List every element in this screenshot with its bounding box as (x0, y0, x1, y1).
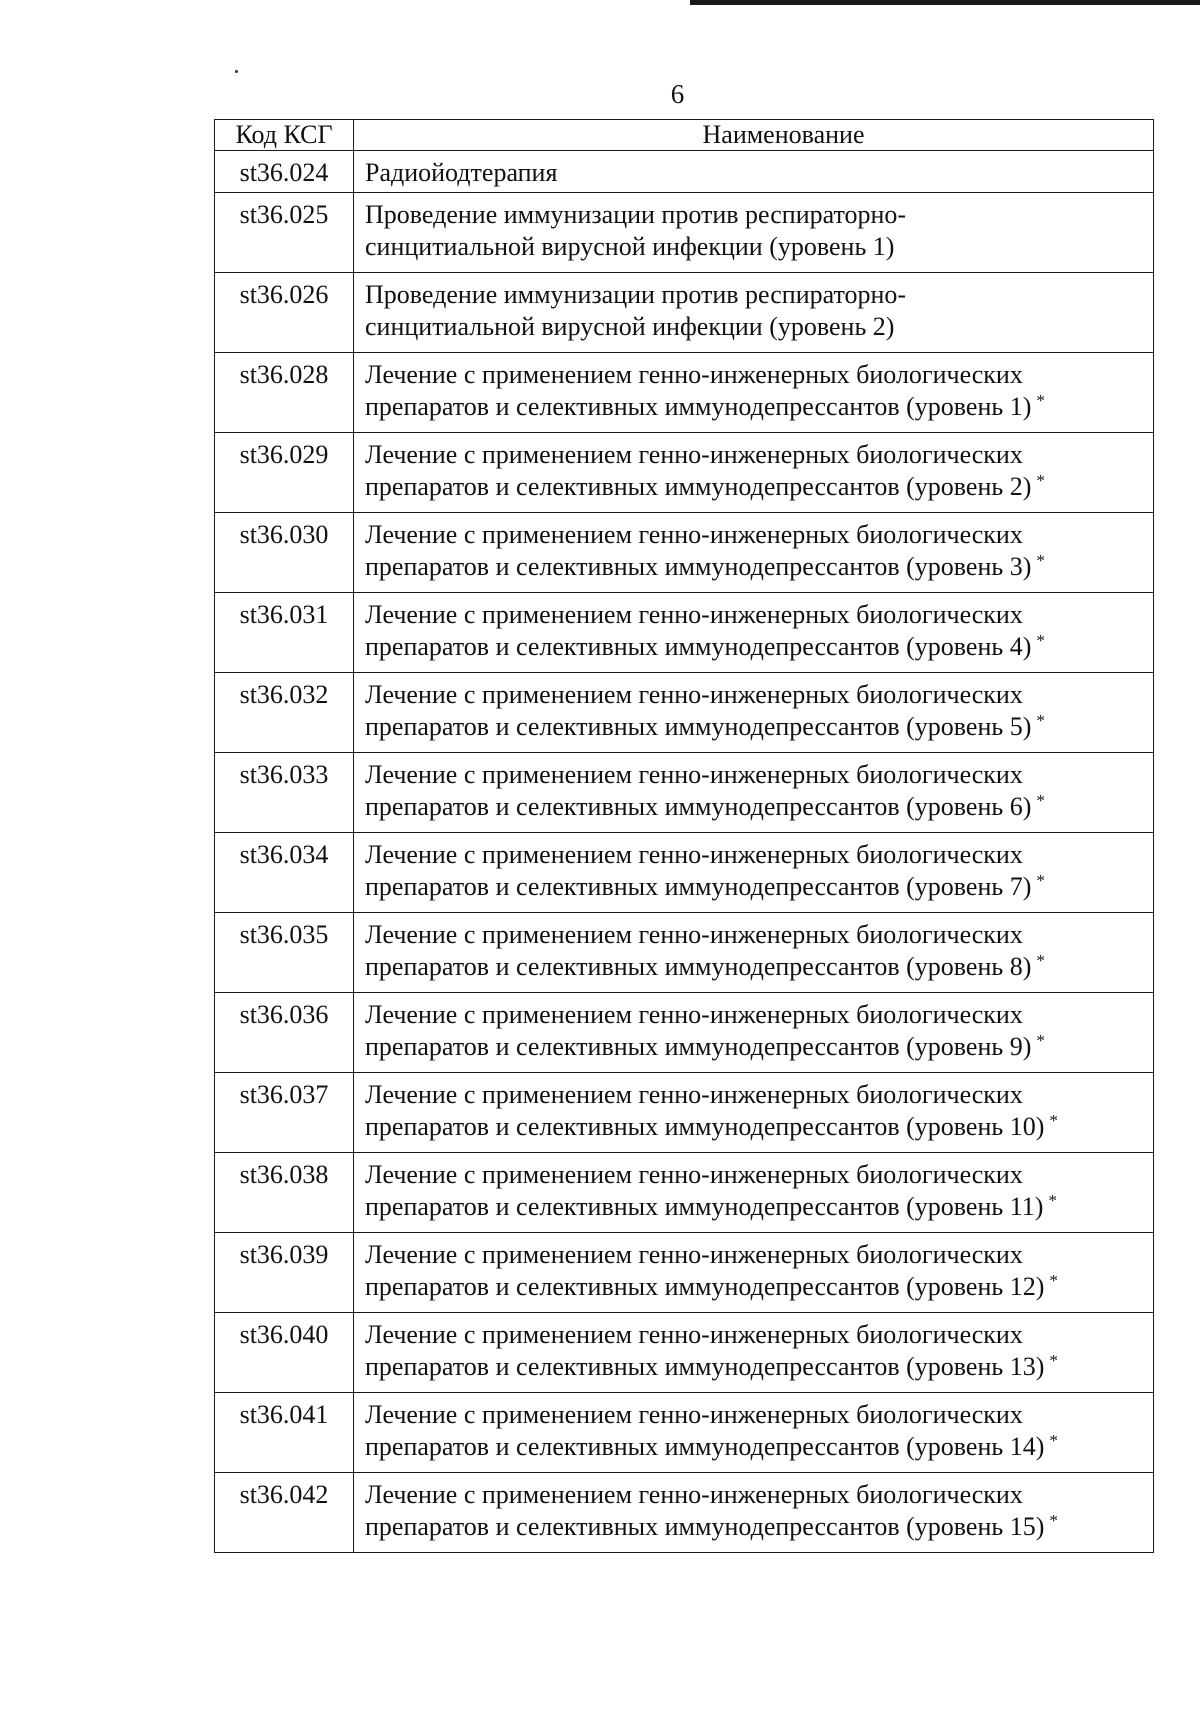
page-number: 6 (670, 79, 685, 109)
ksg-name (354, 753, 1154, 833)
ksg-name-line (365, 1431, 1147, 1463)
ksg-code: st36.028 (215, 353, 354, 433)
ksg-table (214, 119, 1154, 1553)
ksg-code: st36.038 (215, 1153, 354, 1233)
ksg-name-line (365, 157, 1147, 189)
table-row (215, 193, 1154, 273)
ksg-name-text: препаратов и селективных иммунодепрессантов (уровень 12) (365, 1272, 1045, 1301)
ksg-name-line (365, 1191, 1147, 1223)
ksg-name (354, 1073, 1154, 1153)
ksg-code: st36.036 (215, 993, 354, 1073)
ksg-name (354, 673, 1154, 753)
ksg-name-line (365, 871, 1147, 903)
ksg-name-line (365, 759, 1147, 791)
ksg-code: st36.037 (215, 1073, 354, 1153)
ksg-name-text: Лечение с применением генно-инженерных биологических (365, 600, 1023, 629)
ksg-name-text: препаратов и селективных иммунодепрессантов (уровень 1) (365, 392, 1032, 421)
ksg-name (354, 1393, 1154, 1473)
ksg-code: st36.040 (215, 1313, 354, 1393)
footnote-asterisk: * (1049, 1111, 1058, 1130)
ksg-name-text: синцитиальной вирусной инфекции (уровень 2) (365, 312, 895, 341)
ksg-name-line (365, 951, 1147, 983)
ksg-code: st36.041 (215, 1393, 354, 1473)
ksg-name-line (365, 391, 1147, 423)
ksg-name-text: Лечение с применением генно-инженерных биологических (365, 1080, 1023, 1109)
table-row (215, 1153, 1154, 1233)
header-code: Код КСГ (215, 120, 354, 151)
ksg-name-line (365, 439, 1147, 471)
footnote-asterisk: * (1036, 471, 1045, 490)
ksg-code: st36.026 (215, 273, 354, 353)
ksg-name-line (365, 471, 1147, 503)
ksg-name-text: препаратов и селективных иммунодепрессантов (уровень 11) (365, 1192, 1044, 1221)
ksg-name-text: препаратов и селективных иммунодепрессантов (уровень 7) (365, 872, 1032, 901)
ksg-name-line (365, 1159, 1147, 1191)
ksg-name-line (365, 1511, 1147, 1543)
ksg-name-text: Лечение с применением генно-инженерных биологических (365, 760, 1023, 789)
table-row (215, 1393, 1154, 1473)
footnote-asterisk: * (1036, 951, 1045, 970)
table-row (215, 513, 1154, 593)
ksg-name-text: Лечение с применением генно-инженерных биологических (365, 1320, 1023, 1349)
ksg-name-line (365, 1111, 1147, 1143)
ksg-name-text: препаратов и селективных иммунодепрессантов (уровень 13) (365, 1352, 1045, 1381)
scan-speck (235, 70, 238, 73)
ksg-name (354, 1233, 1154, 1313)
ksg-name-text: препаратов и селективных иммунодепрессантов (уровень 14) (365, 1432, 1045, 1461)
footnote-asterisk: * (1049, 1431, 1058, 1450)
table-row (215, 753, 1154, 833)
ksg-name-line (365, 1479, 1147, 1511)
ksg-code: st36.031 (215, 593, 354, 673)
ksg-name (354, 1153, 1154, 1233)
ksg-name-text: Лечение с применением генно-инженерных биологических (365, 920, 1023, 949)
ksg-code: st36.033 (215, 753, 354, 833)
footnote-asterisk: * (1048, 1191, 1057, 1210)
ksg-name (354, 151, 1154, 193)
ksg-code: st36.024 (215, 151, 354, 193)
ksg-code: st36.042 (215, 1473, 354, 1553)
ksg-name-line (365, 1351, 1147, 1383)
header-name: Наименование (354, 120, 1154, 151)
ksg-name (354, 353, 1154, 433)
ksg-name (354, 273, 1154, 353)
footnote-asterisk: * (1036, 551, 1045, 570)
ksg-name-line (365, 1079, 1147, 1111)
table-row (215, 833, 1154, 913)
ksg-name-line (365, 791, 1147, 823)
table-row (215, 433, 1154, 513)
ksg-name-text: препаратов и селективных иммунодепрессантов (уровень 10) (365, 1112, 1045, 1141)
ksg-name-text: Лечение с применением генно-инженерных биологических (365, 1400, 1023, 1429)
ksg-name-line (365, 1319, 1147, 1351)
footnote-asterisk: * (1049, 1511, 1058, 1530)
footnote-asterisk: * (1049, 1351, 1058, 1370)
table-row (215, 913, 1154, 993)
table-row (215, 993, 1154, 1073)
footnote-asterisk: * (1036, 711, 1045, 730)
ksg-name-text: препаратов и селективных иммунодепрессантов (уровень 2) (365, 472, 1032, 501)
table-body (215, 151, 1154, 1553)
ksg-name-text: препаратов и селективных иммунодепрессантов (уровень 15) (365, 1512, 1045, 1541)
ksg-name-line (365, 839, 1147, 871)
ksg-name-text: Лечение с применением генно-инженерных биологических (365, 360, 1023, 389)
ksg-name-line (365, 1271, 1147, 1303)
ksg-code: st36.039 (215, 1233, 354, 1313)
ksg-name-text: Проведение иммунизации против респираторно- (365, 200, 907, 229)
table-row (215, 673, 1154, 753)
ksg-name (354, 193, 1154, 273)
ksg-code: st36.025 (215, 193, 354, 273)
ksg-name-line (365, 359, 1147, 391)
ksg-name-text: препаратов и селективных иммунодепрессантов (уровень 3) (365, 552, 1032, 581)
ksg-code: st36.034 (215, 833, 354, 913)
ksg-name-line (365, 199, 1147, 231)
ksg-name (354, 913, 1154, 993)
ksg-name (354, 593, 1154, 673)
ksg-name (354, 433, 1154, 513)
ksg-name-text: Лечение с применением генно-инженерных биологических (365, 1160, 1023, 1189)
ksg-name-line (365, 599, 1147, 631)
ksg-name-line (365, 919, 1147, 951)
ksg-name-line (365, 631, 1147, 663)
ksg-name-line (365, 711, 1147, 743)
ksg-name-line (365, 311, 1147, 343)
ksg-code: st36.032 (215, 673, 354, 753)
ksg-name-line (365, 1239, 1147, 1271)
ksg-code: st36.030 (215, 513, 354, 593)
ksg-name-text: Проведение иммунизации против респираторно- (365, 280, 907, 309)
ksg-name-text: препаратов и селективных иммунодепрессантов (уровень 6) (365, 792, 1032, 821)
ksg-code: st36.029 (215, 433, 354, 513)
ksg-name-line (365, 679, 1147, 711)
table-row (215, 1073, 1154, 1153)
ksg-name (354, 513, 1154, 593)
ksg-name-text: Лечение с применением генно-инженерных биологических (365, 840, 1023, 869)
table-row (215, 1313, 1154, 1393)
ksg-name-text: Лечение с применением генно-инженерных биологических (365, 1000, 1023, 1029)
ksg-name-line (365, 999, 1147, 1031)
ksg-name-text: препаратов и селективных иммунодепрессантов (уровень 8) (365, 952, 1032, 981)
table-row (215, 593, 1154, 673)
ksg-name-text: синцитиальной вирусной инфекции (уровень 1) (365, 232, 895, 261)
ksg-name (354, 1313, 1154, 1393)
ksg-name-text: препаратов и селективных иммунодепрессантов (уровень 4) (365, 632, 1032, 661)
ksg-name-line (365, 1399, 1147, 1431)
table-row (215, 273, 1154, 353)
table-row (215, 1473, 1154, 1553)
footnote-asterisk: * (1036, 871, 1045, 890)
ksg-name-line (365, 519, 1147, 551)
ksg-name-line (365, 551, 1147, 583)
ksg-name (354, 1473, 1154, 1553)
ksg-name-text: препаратов и селективных иммунодепрессантов (уровень 5) (365, 712, 1032, 741)
ksg-code: st36.035 (215, 913, 354, 993)
footnote-asterisk: * (1036, 791, 1045, 810)
table-row (215, 1233, 1154, 1313)
footnote-asterisk: * (1036, 1031, 1045, 1050)
table-row (215, 353, 1154, 433)
ksg-name-text: Радиойодтерапия (365, 158, 558, 187)
footnote-asterisk: * (1049, 1271, 1058, 1290)
ksg-name (354, 833, 1154, 913)
ksg-name (354, 993, 1154, 1073)
table-header-row (215, 120, 1154, 151)
ksg-name-line (365, 1031, 1147, 1063)
ksg-name-text: препаратов и селективных иммунодепрессантов (уровень 9) (365, 1032, 1032, 1061)
ksg-name-text: Лечение с применением генно-инженерных биологических (365, 520, 1023, 549)
footnote-asterisk: * (1036, 391, 1045, 410)
scan-edge-bar (690, 0, 1200, 5)
footnote-asterisk: * (1036, 631, 1045, 650)
ksg-name-text: Лечение с применением генно-инженерных биологических (365, 1480, 1023, 1509)
ksg-name-text: Лечение с применением генно-инженерных биологических (365, 1240, 1023, 1269)
ksg-name-text: Лечение с применением генно-инженерных биологических (365, 440, 1023, 469)
table-row (215, 151, 1154, 193)
ksg-name-text: Лечение с применением генно-инженерных биологических (365, 680, 1023, 709)
ksg-name-line (365, 279, 1147, 311)
ksg-name-line (365, 231, 1147, 263)
